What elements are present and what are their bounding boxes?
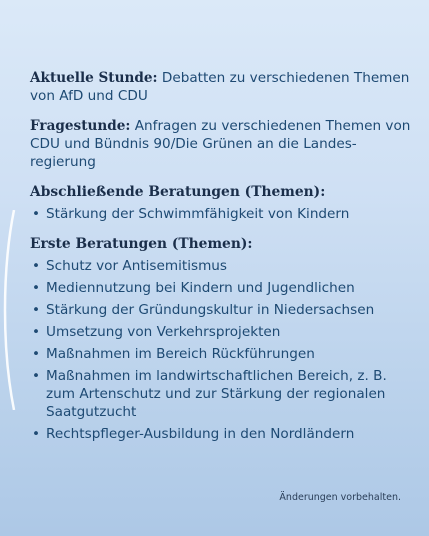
fragestunde-label: Fragestunde: xyxy=(30,118,131,134)
aktuelle-stunde-label: Aktuelle Stunde: xyxy=(30,70,158,86)
abschliessende-heading: Abschließende Beratungen (Themen): xyxy=(30,184,326,200)
erste-heading: Erste Beratungen (Themen): xyxy=(30,236,253,252)
aktuelle-stunde-text: Debatten zu verschiedenen Themen von AfD und CDU xyxy=(30,70,410,104)
list-item: • Maßnahmen im Bereich Rückführungen xyxy=(30,345,415,363)
list-item: • Umsetzung von Verkehrsprojekten xyxy=(30,323,415,341)
aktuelle-stunde-block xyxy=(30,69,415,105)
list-item: • Maßnahmen im landwirtschaftlichen Bereich, z. B. zum Artenschutz und zur Stärkung der regionalen Saatgutzucht xyxy=(30,367,415,421)
list-item: • Rechtspfleger-Ausbildung in den Nordländern xyxy=(30,425,415,443)
fragestunde-block xyxy=(30,117,415,171)
erste-list xyxy=(30,257,415,443)
fragestunde-text: Anfragen zu verschiedenen Themen von CDU und Bündnis 90/Die Grünen an die Landes-regierung xyxy=(30,118,411,170)
abschliessende-list xyxy=(30,205,415,223)
footer-note: Änderungen vorbehalten. xyxy=(279,492,401,503)
agenda-content xyxy=(30,69,415,455)
list-item: • Schutz vor Antisemitismus xyxy=(30,257,415,275)
list-item: • Stärkung der Gründungskultur in Niedersachsen xyxy=(30,301,415,319)
list-item: • Stärkung der Schwimmfähigkeit von Kindern xyxy=(30,205,415,223)
list-item: • Mediennutzung bei Kindern und Jugendlichen xyxy=(30,279,415,297)
